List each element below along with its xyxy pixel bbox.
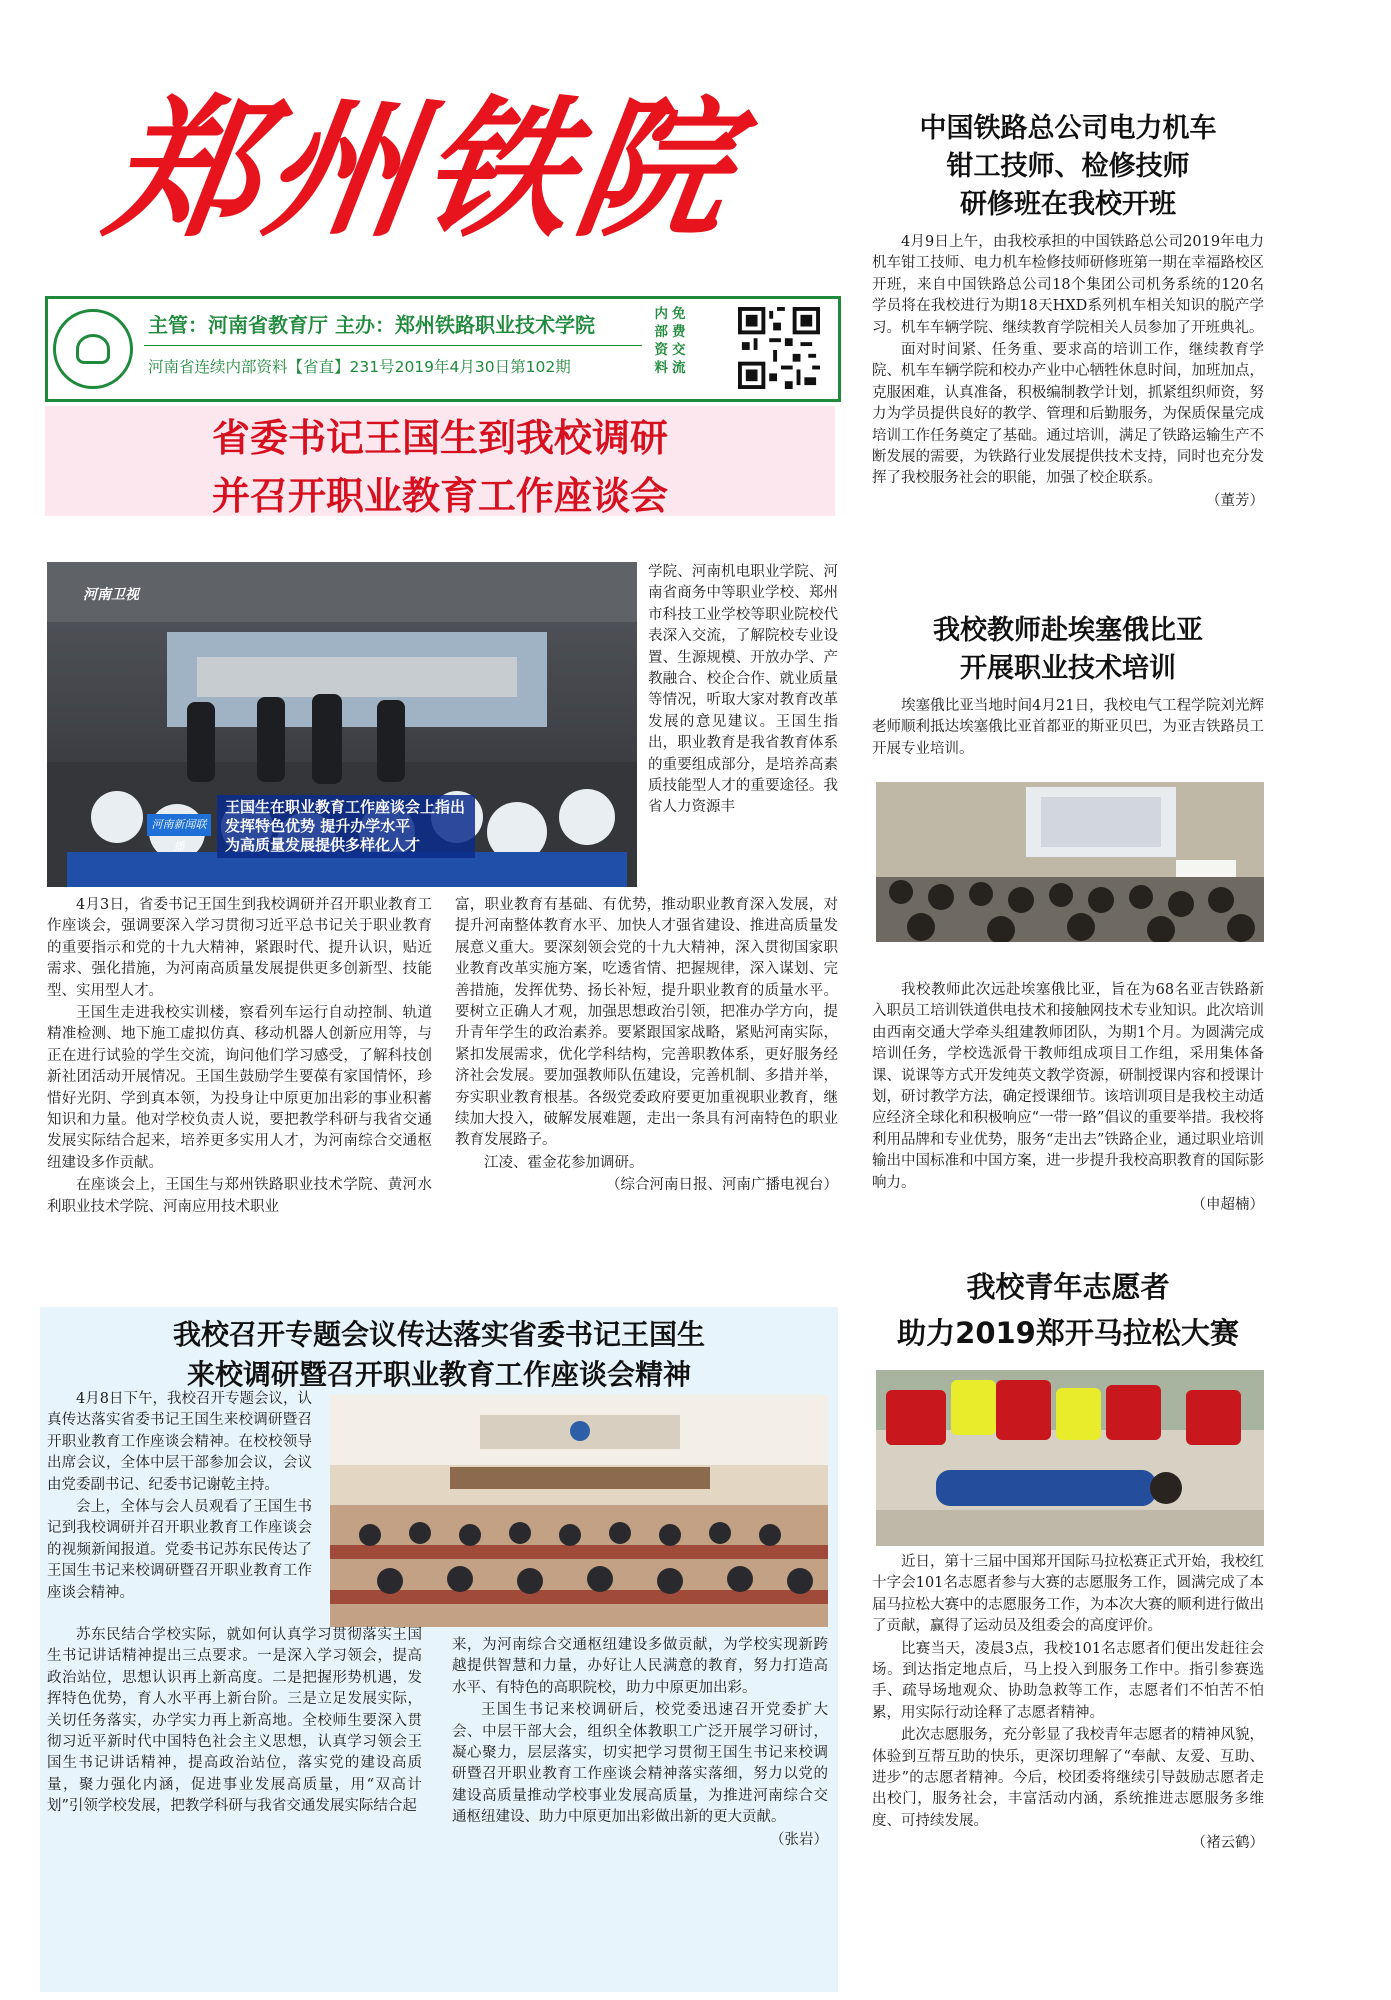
ethiopia-signature: （申超楠）	[1191, 1197, 1264, 1214]
issue-line: 河南省连续内部资料【省直】231号2019年4月30日第102期	[148, 358, 571, 376]
rail-paragraph: 面对时间紧、任务重、要求高的培训工作，继续教育学院、机车车辆学院和校办产业中心牺牲休息时间，加班加点，克服困难，认真准备，积极编制教学计划，抓紧组织师资，努力为学员提供良好的教学、管理和后勤服务，为保质保量完成培训工作任务奠定了基础。通过培训，满足了铁路运输生产不断发展的需要，为铁路行业发展提供技术支持，同时也充分发挥了我校服务社会的职能，加强了校企联系。	[872, 342, 1264, 487]
rail-signature: （董芳）	[1206, 492, 1264, 509]
marathon-signature: （褚云鹤）	[1191, 1835, 1264, 1852]
marathon-headline-line1: 我校青年志愿者	[966, 1270, 1170, 1304]
meeting-headline-line1: 我校召开专题会议传达落实省委书记王国生	[172, 1318, 705, 1351]
rail-training-article	[872, 110, 1264, 513]
qr-code-icon	[738, 307, 820, 389]
marathon-paragraph: 近日，第十三届中国郑开国际马拉松赛正式开始，我校红十字会101名志愿者参与大赛的志愿服务工作，圆满完成了本届马拉松大赛中的志愿服务工作，为本次大赛的顺利进行做出了贡献，赢得了运动员及组委会的高度评价。	[872, 1554, 1264, 1635]
meeting-photo	[330, 1395, 828, 1627]
marathon-body	[872, 1552, 1264, 1855]
marathon-article	[872, 1264, 1264, 1356]
lead-paragraph: 江凌、霍金花参加调研。	[484, 1154, 644, 1171]
lead-headline-line1: 省委书记王国生到我校调研	[211, 416, 668, 460]
ethiopia-headline-line1: 我校教师赴埃塞俄比亚	[933, 615, 1203, 646]
ethiopia-body	[872, 980, 1264, 1217]
marathon-paragraph: 比赛当天，凌晨3点，我校101名志愿者们便出发赶往会场。到达指定地点后，马上投入到服务工作中。指引参赛选手、疏导场地观众、协助急救等工作，志愿者们不怕苦不怕累，用实际行动诠释了志愿者精神。	[872, 1640, 1264, 1721]
meeting-text-beside-photo	[47, 1389, 312, 1605]
meeting-right-column	[452, 1635, 828, 1852]
lead-mid-column	[455, 895, 838, 1197]
masthead-title: 郑州铁院	[97, 82, 747, 258]
ethiopia-article	[872, 612, 1264, 760]
meeting-article-box	[40, 1307, 838, 1992]
lead-headline-line2: 并召开职业教育工作座谈会	[211, 474, 668, 518]
lead-headline-band	[45, 406, 835, 516]
marathon-paragraph: 此次志愿服务，充分彰显了我校青年志愿者的精神风貌，体验到互帮互助的快乐，更深切理解了“奉献、友爱、互助、进步”的志愿者精神。今后，校团委将继续引导鼓励志愿者走出校门，服务社会，丰富活动内涵，系统推进志愿服务多维度、可持续发展。	[872, 1727, 1264, 1829]
rail-headline-line1: 中国铁路总公司电力机车	[919, 113, 1217, 144]
rail-headline-line2: 钳工技师、检修技师	[946, 151, 1190, 182]
lead-text-beside-photo: 学院、河南机电职业学院、河南省商务中等职业学校、郑州市科技工业学校等职业院校代表深入交流，了解院校专业设置、生源规模、开放办学、产教融合、校企合作、就业质量等情况，听取大家对教育改革发展的意见建议。王国生指出，职业教育是我省教育体系的重要组成部分，是培养高素质技能型人才的重要途径。我省人力资源丰	[648, 564, 838, 816]
lead-paragraph: 富，职业教育有基础、有优势，推动职业教育深入发展，对提升河南整体教育水平、加快人才强省建设、推进高质量发展意义重大。要深刻领会党的十九大精神，深入贯彻国家职业教育改革实施方案，吃透省情、把握规律，深入谋划、完善措施，发挥优势、扬长补短，提升职业教育的质量水平。要树立正确人才观，加强思想政治引领，把准办学方向，提升青年学生的政治素养。要紧跟国家战略，紧贴河南实际，紧扣发展需求，优化学科结构，完善职教体系，更好服务经济社会发展。要加强教师队伍建设，完善机制、多措并举，夯实职业教育根基。各级党委政府要更加重视职业教育，继续加大投入，破解发展难题，走出一条具有河南特色的职业教育发展路子。	[455, 897, 838, 1149]
meeting-paragraph: 来，为河南综合交通枢纽建设多做贡献，为学校实现新跨越提供智慧和力量，办好让人民满意的教育，努力打造高水平、有特色的高职院校，助力中原更加出彩。	[452, 1637, 828, 1696]
meeting-paragraph: 苏东民结合学校实际，就如何认真学习贯彻落实王国生书记讲话精神提出三点要求。一是深入学习领会，提高政治站位，思想认识再上新高度。二是把握形势机遇，发挥特色优势，育人水平再上新台阶。三是立足发展实际，关切任务落实，办学实力再上新高地。全校师生要深入贯彻习近平新时代中国特色社会主义思想，认真学习领会王国生书记讲话精神，提高政治站位，落实党的建设高质量，聚力强化内涵，促进事业发展高质量，用“双高计划”引领学校发展，把教学科研与我省交通发展实际结合起	[47, 1627, 422, 1815]
rail-paragraph: 4月9日上午，由我校承担的中国铁路总公司2019年电力机车钳工技师、电力机车检修技师研修班第一期在幸福路校区开班，来自中国铁路总公司18个集团公司机务系统的120名学员将在我校进行为期18天HXD系列机车相关知识的脱产学习。机车车辆学院、继续教育学院相关人员参加了开班典礼。	[872, 234, 1264, 336]
news-badge: 河南新闻联播	[147, 814, 211, 836]
meeting-headline-line2: 来校调研暨召开职业教育工作座谈会精神	[186, 1358, 691, 1391]
tv-caption: 王国生在职业教育工作座谈会上指出 发挥特色优势 提升办学水平 为高质量发展提供多样化人才	[217, 795, 475, 858]
meeting-signature: （张岩）	[770, 1831, 828, 1848]
lead-paragraph: 4月3日，省委书记王国生到我校调研并召开职业教育工作座谈会，强调要深入学习贯彻习近平总书记关于职业教育的重要指示和党的十九大精神，紧跟时代、提升认识，贴近需求、强化措施，为河南高质量发展提供更多创新型、技能型、实用型人才。	[47, 897, 432, 999]
lead-left-column	[47, 895, 432, 1219]
exchange-label: 内 部 资 料 免 费 交 流	[654, 306, 686, 376]
ethiopia-photo	[876, 782, 1264, 942]
meeting-left-column	[47, 1625, 422, 1819]
marathon-headline-line2: 助力2019郑开马拉松大赛	[897, 1316, 1239, 1350]
marathon-photo	[876, 1370, 1264, 1546]
meeting-paragraph: 王国生书记来校调研后，校党委迅速召开党委扩大会、中层干部大会，组织全体教职工广泛开展学习研讨，凝心聚力，层层落实，切实把学习贯彻王国生书记来校调研暨召开职业教育工作座谈会精神落实落细，努力以党的建设高质量推动学校事业发展高质量，为推进河南综合交通枢纽建设、助力中原更加出彩做出新的更大贡献。	[452, 1702, 828, 1826]
rail-headline-line3: 研修班在我校开班	[960, 189, 1176, 220]
meeting-paragraph: 会上，全体与会人员观看了王国生书记到我校调研并召开职业教育工作座谈会的视频新闻报道。党委书记苏东民传达了王国生书记来校调研暨召开职业教育工作座谈会精神。	[47, 1499, 312, 1601]
meeting-paragraph: 4月8日下午，我校召开专题会议，认真传达落实省委书记王国生来校调研暨召开职业教育工作座谈会精神。在校校领导出席会议，全体中层干部参加会议，会议由党委副书记、纪委书记谢乾主持。	[47, 1391, 312, 1493]
lead-paragraph: 在座谈会上，王国生与郑州铁路职业技术学院、黄河水利职业技术学院、河南应用技术职业	[47, 1177, 432, 1215]
ethiopia-paragraph: 我校教师此次远赴埃塞俄比亚，旨在为68名亚吉铁路新入职员工培训铁道供电技术和接触网技术专业知识。此次培训由西南交通大学牵头组建教师团队，为期1个月。为圆满完成培训任务，学校选派骨干教师组成项目工作组，采用集体备课、说课等方式开发纯英文教学资源，研制授课内容和授课计划，研讨教学方法，确定授课细节。该培训项目是我校主动适应经济全球化和积极响应“一带一路”倡议的重要举措。我校将利用品牌和专业优势，服务“走出去”铁路企业，通过职业培训输出中国标准和中国方案，进一步提升我校高职教育的国际影响力。	[872, 982, 1264, 1191]
school-emblem-icon	[53, 309, 133, 389]
lead-source: （综合河南日报、河南广播电视台）	[606, 1177, 838, 1194]
supervisor-line: 主管：河南省教育厅 主办：郑州铁路职业技术学院	[148, 313, 595, 337]
ethiopia-headline-line2: 开展职业技术培训	[960, 653, 1176, 684]
lead-paragraph: 王国生走进我校实训楼，察看列车运行自动控制、轨道精准检测、地下施工虚拟仿真、移动机器人创新应用等，与正在进行试验的学生交流，询问他们学习感受，了解科技创新社团活动开展情况。王国生鼓励学生要葆有家国情怀，珍惜好光阴、学到真本领，为投身让中原更加出彩的事业积蓄知识和力量。他对学校负责人说，要把教学科研与我省交通发展实际结合起来，培养更多实用人才，为河南综合交通枢纽建设多作贡献。	[47, 1005, 432, 1171]
tv-channel-logo: 河南卫视	[83, 587, 139, 603]
ethiopia-intro: 埃塞俄比亚当地时间4月21日，我校电气工程学院刘光辉老师顺利抵达埃塞俄比亚首都亚的斯亚贝巴，为亚吉铁路员工开展专业培训。	[872, 698, 1264, 757]
info-bar	[45, 296, 841, 402]
lead-photo	[47, 562, 637, 887]
